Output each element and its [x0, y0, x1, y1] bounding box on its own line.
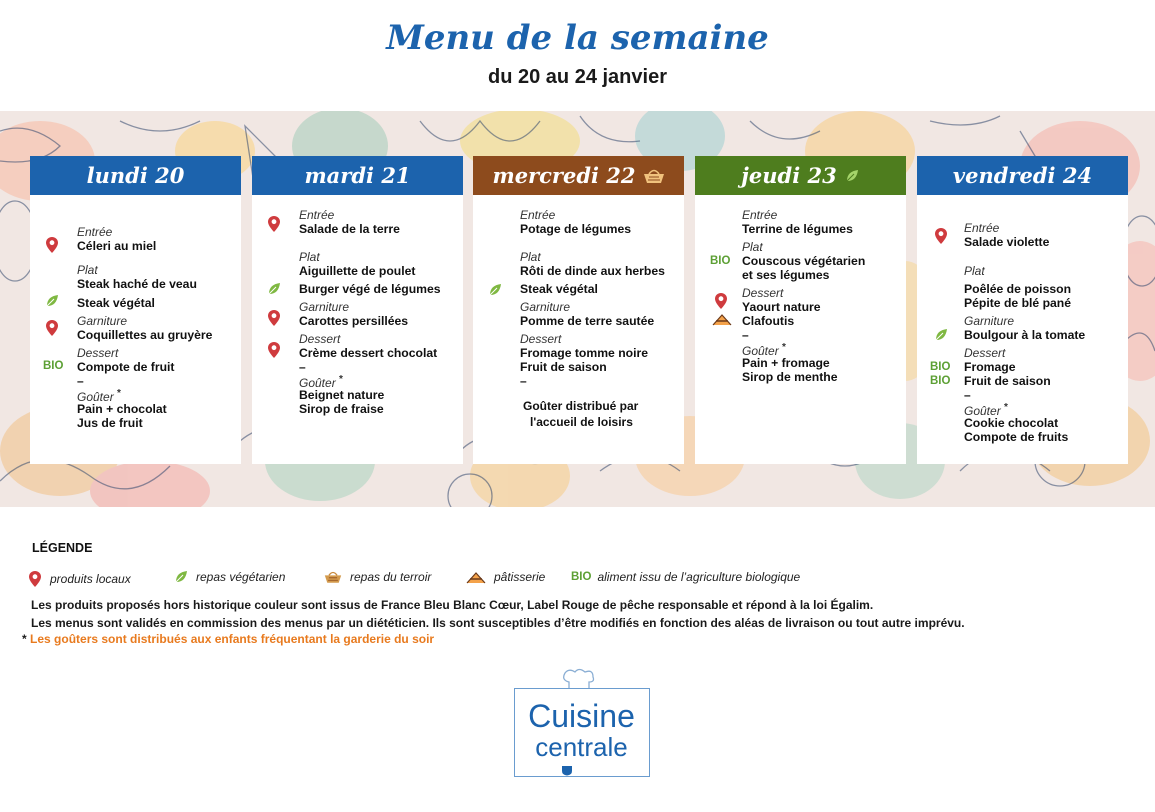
leaf-icon: [45, 294, 59, 308]
leaf-icon: [174, 570, 188, 584]
day-header: mercredi 22: [473, 156, 684, 195]
plat-dish: Rôti de dinde aux herbes: [520, 264, 665, 278]
dessert-dish: Fromage: [964, 360, 1016, 374]
leaf-icon: [934, 328, 948, 342]
plat-label: Plat: [77, 263, 98, 277]
pastry-icon: [466, 571, 486, 584]
legend-item-terroir: repas du terroir: [324, 570, 431, 584]
leaf-icon: [844, 169, 860, 183]
entree-dish: Salade violette: [964, 235, 1050, 249]
dessert-label: Dessert: [77, 346, 119, 360]
dessert-dish: Fruit de saison: [520, 360, 607, 374]
legend-item-pastry: pâtisserie: [466, 570, 545, 584]
dessert-label: Dessert: [520, 332, 562, 346]
entree-label: Entrée: [742, 208, 778, 222]
entree-dish: Potage de légumes: [520, 222, 632, 236]
gouter-item: Compote de fruits: [964, 430, 1069, 444]
separator-dash: –: [520, 374, 527, 388]
garniture-label: Garniture: [77, 314, 128, 328]
separator-dash: –: [299, 360, 306, 374]
day-card-monday: [30, 156, 241, 464]
gouter-label: Goûter *: [299, 374, 343, 390]
plat-label: Plat: [964, 264, 985, 278]
entree-dish: Terrine de légumes: [742, 222, 853, 236]
crest-icon: [561, 765, 573, 776]
map-pin-icon: [267, 215, 281, 233]
plat-label: Plat: [520, 250, 541, 264]
dessert-label: Dessert: [964, 346, 1006, 360]
page-title: Menu de la semaine: [386, 18, 769, 58]
plat-vegetarian-dish: Burger végé de légumes: [299, 282, 441, 296]
dessert-dish: Fruit de saison: [964, 374, 1051, 388]
map-pin-icon: [934, 227, 948, 245]
day-header: lundi 20: [30, 156, 241, 195]
dessert-dish: Clafoutis: [742, 314, 795, 328]
garniture-dish: Carottes persillées: [299, 314, 409, 328]
day-header: mardi 21: [252, 156, 463, 195]
plat-dish: Poêlée de poisson: [964, 282, 1072, 296]
legend-note: Les produits proposés hors historique couleur sont issus de France Bleu Blanc Cœur, Label Rouge de pêche responsable et répond à la loi Égalim.: [31, 598, 874, 612]
plat-dish: Pépite de blé pané: [964, 296, 1072, 310]
garniture-dish: Coquillettes au gruyère: [77, 328, 213, 342]
entree-label: Entrée: [964, 221, 1000, 235]
day-card-thursday: [695, 156, 906, 464]
bio-badge: BIO: [930, 361, 951, 373]
plat-dish: Steak haché de veau: [77, 277, 197, 291]
plat-label: Plat: [742, 240, 763, 254]
legend-item-local: produits locaux: [28, 570, 131, 588]
dessert-dish: Fromage tomme noire: [520, 346, 648, 360]
leaf-icon: [488, 283, 502, 297]
basket-icon: [643, 168, 665, 184]
gouter-item: Cookie chocolat: [964, 416, 1059, 430]
legend-items: [28, 570, 1128, 590]
gouter-item: Jus de fruit: [77, 416, 143, 430]
plat-dish: et ses légumes: [742, 268, 830, 282]
dessert-dish: Compote de fruit: [77, 360, 175, 374]
day-card-friday: [917, 156, 1128, 464]
bio-badge: BIO: [930, 375, 951, 387]
plat-dish: Couscous végétarien: [742, 254, 866, 268]
gouter-label: Goûter *: [964, 402, 1008, 418]
logo-line1: Cuisine: [528, 698, 635, 734]
basket-icon: [324, 570, 342, 584]
map-pin-icon: [267, 341, 281, 359]
gouter-item: Sirop de fraise: [299, 402, 384, 416]
gouter-label: Goûter *: [77, 388, 121, 404]
dessert-dish: Crème dessert chocolat: [299, 346, 438, 360]
day-card-tuesday: [252, 156, 463, 464]
garniture-dish: Boulgour à la tomate: [964, 328, 1086, 342]
dessert-label: Dessert: [742, 286, 784, 300]
dessert-dish: Yaourt nature: [742, 300, 821, 314]
bio-badge: BIO: [571, 571, 592, 583]
map-pin-icon: [267, 309, 281, 327]
gouter-item: Beignet nature: [299, 388, 385, 402]
day-card-wednesday: [473, 156, 684, 464]
map-pin-icon: [45, 236, 59, 254]
entree-label: Entrée: [299, 208, 335, 222]
entree-dish: Céleri au miel: [77, 239, 157, 253]
entree-dish: Salade de la terre: [299, 222, 400, 236]
legend-item-bio: BIO aliment issu de l’agriculture biologique: [571, 570, 801, 584]
entree-label: Entrée: [77, 225, 113, 239]
separator-dash: –: [964, 388, 971, 402]
day-header: vendredi 24: [917, 156, 1128, 195]
day-header: jeudi 23: [695, 156, 906, 195]
gouter-note: Goûter distribué par: [523, 399, 639, 413]
gouter-footnote: * Les goûters sont distribués aux enfants fréquentant la garderie du soir: [22, 632, 435, 646]
dessert-label: Dessert: [299, 332, 341, 346]
legend-title: LÉGENDE: [32, 541, 93, 555]
page-subtitle: du 20 au 24 janvier: [488, 66, 667, 88]
plat-vegetarian-dish: Steak végétal: [77, 296, 155, 310]
gouter-label: Goûter *: [742, 342, 786, 358]
garniture-label: Garniture: [299, 300, 350, 314]
gouter-item: Pain + chocolat: [77, 402, 167, 416]
garniture-label: Garniture: [964, 314, 1015, 328]
map-pin-icon: [28, 570, 42, 588]
leaf-icon: [267, 282, 281, 296]
plat-vegetarian-dish: Steak végétal: [520, 282, 598, 296]
separator-dash: –: [742, 328, 749, 342]
bio-badge: BIO: [710, 255, 731, 267]
garniture-dish: Pomme de terre sautée: [520, 314, 655, 328]
gouter-note: l'accueil de loisirs: [530, 415, 633, 429]
cuisine-centrale-logo: [514, 688, 650, 777]
map-pin-icon: [45, 319, 59, 337]
bio-badge: BIO: [43, 360, 64, 372]
separator-dash: –: [77, 374, 84, 388]
legend-note: Les menus sont validés en commission des menus par un diététicien. Ils sont susceptibles d’être modifiés en fonction des aléas de livraison ou tout autre imprévu.: [31, 616, 965, 630]
legend-item-vegetarian: repas végétarien: [174, 570, 285, 584]
plat-dish: Aiguillette de poulet: [299, 264, 416, 278]
logo-line2: centrale: [535, 732, 628, 762]
gouter-item: Pain + fromage: [742, 356, 830, 370]
map-pin-icon: [714, 292, 728, 310]
entree-label: Entrée: [520, 208, 556, 222]
gouter-item: Sirop de menthe: [742, 370, 838, 384]
plat-label: Plat: [299, 250, 320, 264]
garniture-label: Garniture: [520, 300, 571, 314]
pastry-icon: [712, 313, 732, 326]
